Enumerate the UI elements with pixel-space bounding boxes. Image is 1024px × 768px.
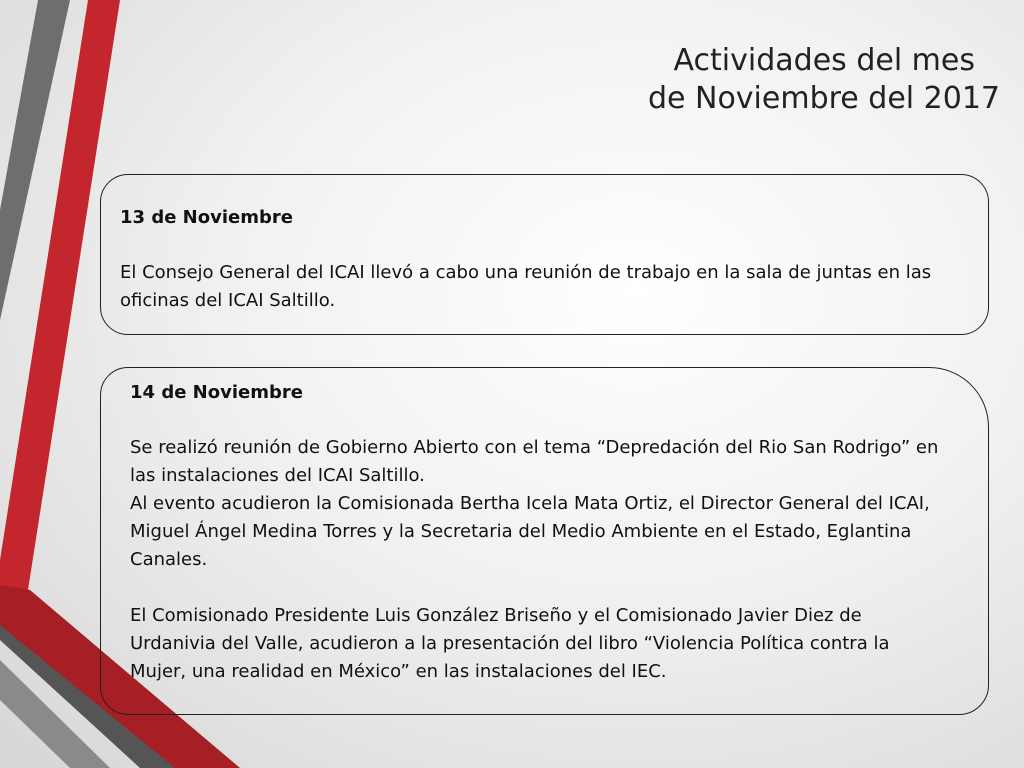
activity-date: 13 de Noviembre: [120, 207, 293, 228]
activity-description: El Consejo General del ICAI llevó a cabo una reunión de trabajo en la sala de juntas en las oficinas del ICAI Saltillo.: [120, 262, 932, 311]
title-line-1: Actividades del mes: [673, 43, 975, 78]
title-line-2: de Noviembre del 2017: [647, 81, 1000, 116]
activity-date: 14 de Noviembre: [130, 382, 303, 403]
activity-description: Al evento acudieron la Comisionada Bertha Icela Mata Ortiz, el Director General del ICAI, Miguel Ángel Medina Torres y la Secretaria del Medio Ambiente en el Estado, Eglantina Canales.: [130, 493, 930, 570]
activity-card-nov-14: [100, 367, 989, 715]
activity-card-nov-13: [100, 174, 989, 335]
activity-description: Se realizó reunión de Gobierno Abierto con el tema “Depredación del Rio San Rodrigo” en las instalaciones del ICAI Saltillo.: [130, 437, 939, 486]
activity-description: El Comisionado Presidente Luis González Briseño y el Comisionado Javier Diez de Urdanivia del Valle, acudieron a la presentación del libro “Violencia Política contra la Mujer, una realidad en México” en las instalaciones del IEC.: [130, 605, 890, 682]
slide-title: [400, 42, 1000, 118]
